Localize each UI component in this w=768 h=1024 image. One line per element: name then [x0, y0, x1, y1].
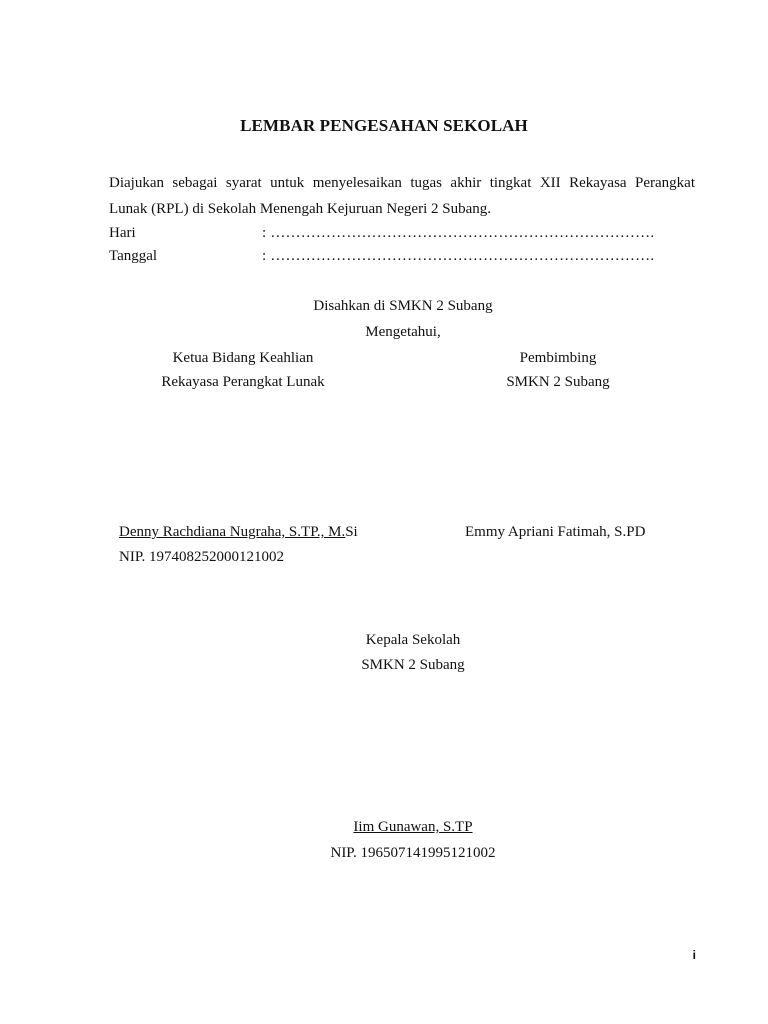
intro-paragraph-line-1: Diajukan sebagai syarat untuk menyelesaikan tugas akhir tingkat XII Rekayasa Perangkat: [109, 175, 695, 191]
principal-name: [0, 814, 768, 840]
left-signatory-name: [119, 519, 358, 545]
field-label-tanggal: Tanggal: [109, 248, 158, 264]
document-title: LEMBAR PENGESAHAN SEKOLAH: [240, 116, 528, 135]
right-signatory-role-line1: Pembimbing: [519, 350, 597, 366]
field-value-hari: : ………………………………………………………………….: [262, 225, 655, 241]
left-signatory-role-line1: Ketua Bidang Keahlian: [172, 350, 314, 366]
left-signatory-role-line2: Rekayasa Perangkat Lunak: [161, 374, 325, 390]
principal-role-line2: SMKN 2 Subang: [361, 657, 465, 673]
approval-place: Disahkan di SMKN 2 Subang: [313, 298, 493, 314]
principal-nip: NIP. 196507141995121002: [330, 845, 496, 861]
right-signatory-role-line2: SMKN 2 Subang: [506, 374, 610, 390]
principal-role-line1: Kepala Sekolah: [365, 632, 461, 648]
field-label-hari: Hari: [109, 225, 136, 241]
page-number: i: [692, 948, 696, 962]
approval-acknowledged: Mengetahui,: [365, 324, 441, 340]
intro-paragraph-line-2: Lunak (RPL) di Sekolah Menengah Kejuruan Negeri 2 Subang.: [109, 201, 491, 217]
field-value-tanggal: : ………………………………………………………………….: [262, 248, 655, 264]
left-signatory-nip: NIP. 197408252000121002: [119, 549, 285, 565]
left-signatory-name-underlined: Denny Rachdiana Nugraha, S.TP., M.: [119, 524, 346, 540]
left-signatory-name-rest: Si: [345, 524, 358, 540]
principal-name-text: Iim Gunawan, S.TP: [353, 819, 473, 835]
right-signatory-name: Emmy Apriani Fatimah, S.PD: [465, 524, 646, 540]
